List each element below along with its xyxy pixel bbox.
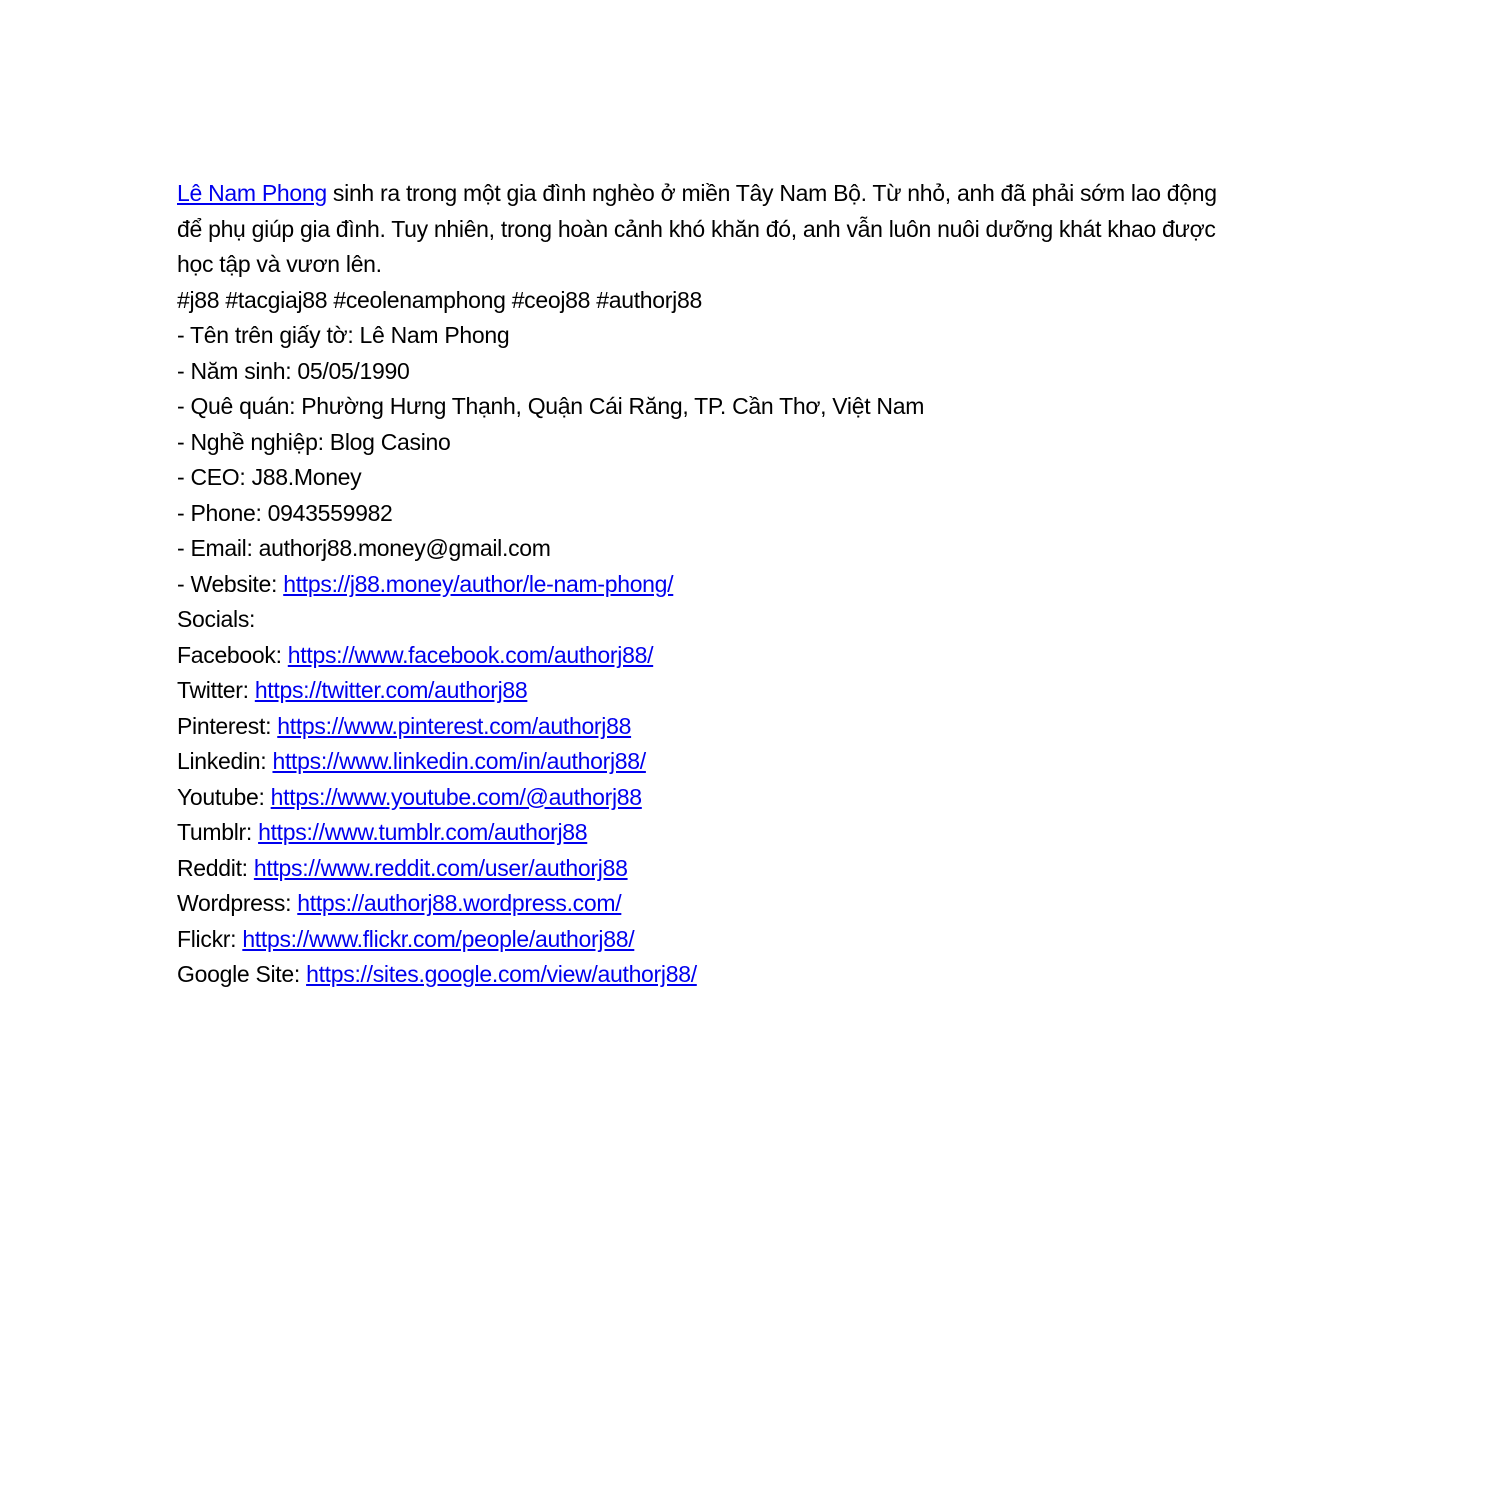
intro-text: sinh ra trong một gia đình nghèo ở miền Tây Nam Bộ. Từ nhỏ, anh đã phải sớm lao động <box>326 180 1217 206</box>
social-label: Flickr: <box>177 925 243 952</box>
social-line-wordpress <box>177 886 1217 922</box>
socials-list <box>177 638 1217 993</box>
social-line-facebook <box>177 638 1217 674</box>
social-label: Facebook: <box>177 641 288 668</box>
detail-name: - Tên trên giấy tờ: Lê Nam Phong <box>177 322 510 348</box>
social-label: Twitter: <box>177 677 255 703</box>
facebook-link[interactable]: https://www.facebook.com/authorj88/ <box>287 641 654 668</box>
website-line <box>177 567 1217 603</box>
socials-heading: Socials: <box>177 606 256 632</box>
linkedin-link[interactable]: https://www.linkedin.com/in/authorj88/ <box>272 748 646 774</box>
twitter-link[interactable]: https://twitter.com/authorj88 <box>254 677 528 703</box>
intro-line-3: học tập và vươn lên. <box>177 251 382 277</box>
google-site-link[interactable]: https://sites.google.com/view/authorj88/ <box>306 961 697 987</box>
author-name-link[interactable]: Lê Nam Phong <box>177 180 327 206</box>
social-label: Pinterest: <box>177 712 278 739</box>
website-link[interactable]: https://j88.money/author/le-nam-phong/ <box>283 570 674 597</box>
detail-occupation: - Nghề nghiệp: Blog Casino <box>177 428 451 455</box>
flickr-link[interactable]: https://www.flickr.com/people/authorj88/ <box>242 925 635 952</box>
social-label: Tumblr: <box>177 819 259 845</box>
intro-line-2: để phụ giúp gia đình. Tuy nhiên, trong hoàn cảnh khó khăn đó, anh vẫn luôn nuôi dưỡng khát khao được <box>177 215 1216 242</box>
hashtags: #j88 #tacgiaj88 #ceolenamphong #ceoj88 #authorj88 <box>177 286 702 313</box>
detail-phone: - Phone: 0943559982 <box>177 499 393 526</box>
social-label: Wordpress: <box>177 890 298 916</box>
detail-hometown: - Quê quán: Phường Hưng Thạnh, Quận Cái Răng, TP. Cần Thơ, Việt Nam <box>177 393 925 419</box>
social-label: Linkedin: <box>177 748 273 774</box>
intro-line-1 <box>177 176 1217 212</box>
detail-ceo: - CEO: J88.Money <box>177 464 362 490</box>
social-line-linkedin <box>177 744 1217 780</box>
tumblr-link[interactable]: https://www.tumblr.com/authorj88 <box>258 819 588 845</box>
pinterest-link[interactable]: https://www.pinterest.com/authorj88 <box>277 712 632 739</box>
document-body <box>177 176 1217 993</box>
social-line-flickr <box>177 922 1217 958</box>
social-line-twitter <box>177 673 1217 709</box>
social-line-pinterest <box>177 709 1217 745</box>
social-line-google-site <box>177 957 1217 993</box>
social-label: Reddit: <box>177 854 254 881</box>
reddit-link[interactable]: https://www.reddit.com/user/authorj88 <box>253 854 628 881</box>
social-line-reddit <box>177 851 1217 887</box>
social-label: Youtube: <box>177 783 271 810</box>
social-label: Google Site: <box>177 961 307 987</box>
detail-birth: - Năm sinh: 05/05/1990 <box>177 357 410 384</box>
wordpress-link[interactable]: https://authorj88.wordpress.com/ <box>297 890 622 916</box>
social-line-tumblr <box>177 815 1217 851</box>
detail-email: - Email: authorj88.money@gmail.com <box>177 535 551 561</box>
youtube-link[interactable]: https://www.youtube.com/@authorj88 <box>270 783 642 810</box>
social-line-youtube <box>177 780 1217 816</box>
website-label: - Website: <box>177 570 284 597</box>
